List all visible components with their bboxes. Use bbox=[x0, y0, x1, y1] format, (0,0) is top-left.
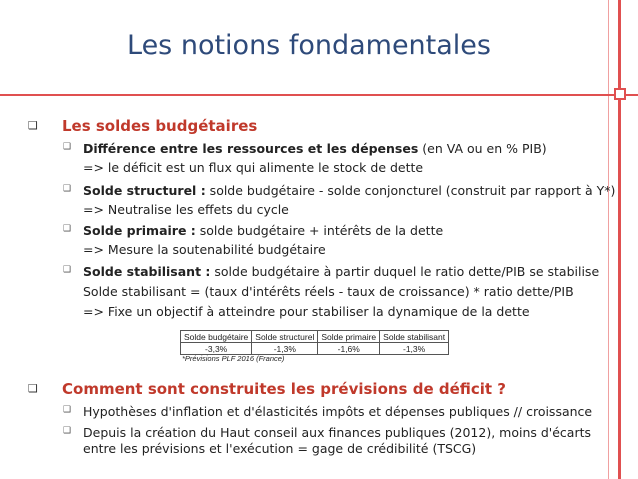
hollow-square-bullet-icon: ❑ bbox=[63, 224, 72, 234]
title-underline bbox=[0, 94, 638, 96]
item-solde-stabilisant-formula: Solde stabilisant = (taux d'intérêts réels - taux de croissance) * ratio dette/PIB bbox=[83, 284, 574, 299]
item-solde-structurel-line: => Neutralise les effets du cycle bbox=[83, 202, 289, 217]
right-accent-rule bbox=[618, 0, 621, 479]
rule-junction-square bbox=[614, 88, 626, 100]
table-row bbox=[181, 343, 449, 355]
table-cell: -3,3% bbox=[181, 343, 252, 355]
hollow-square-bullet-icon: ❑ bbox=[63, 405, 72, 415]
hollow-square-bullet-icon: ❑ bbox=[63, 184, 72, 194]
table-header-cell: Solde budgétaire bbox=[181, 331, 252, 343]
hollow-square-bullet-icon: ❑ bbox=[28, 119, 38, 132]
table-cell: -1,6% bbox=[318, 343, 380, 355]
hollow-square-bullet-icon: ❑ bbox=[63, 426, 72, 436]
table-header-cell: Solde stabilisant bbox=[380, 331, 449, 343]
table-header-cell: Solde structurel bbox=[252, 331, 318, 343]
hollow-square-bullet-icon: ❑ bbox=[63, 265, 72, 275]
item-difference-line: => le déficit est un flux qui alimente le stock de dette bbox=[83, 160, 424, 175]
page-title: Les notions fondamentales bbox=[127, 30, 491, 61]
item-hcfp-line: entre les prévisions et l'exécution = gage de crédibilité (TSCG) bbox=[83, 441, 477, 456]
table-cell: -1,3% bbox=[252, 343, 318, 355]
table-header-row bbox=[181, 331, 449, 343]
table-cell: -1,3% bbox=[380, 343, 449, 355]
right-thin-rule bbox=[608, 0, 609, 479]
hollow-square-bullet-icon: ❑ bbox=[28, 382, 38, 395]
item-solde-stabilisant-line: => Fixe un objectif à atteindre pour stabiliser la dynamique de la dette bbox=[83, 304, 530, 319]
soldes-table bbox=[180, 330, 449, 355]
item-solde-primaire-line: => Mesure la soutenabilité budgétaire bbox=[83, 242, 326, 257]
table-header-cell: Solde primaire bbox=[318, 331, 380, 343]
table-note: *Prévisions PLF 2016 (France) bbox=[182, 354, 285, 363]
hollow-square-bullet-icon: ❑ bbox=[63, 142, 72, 152]
